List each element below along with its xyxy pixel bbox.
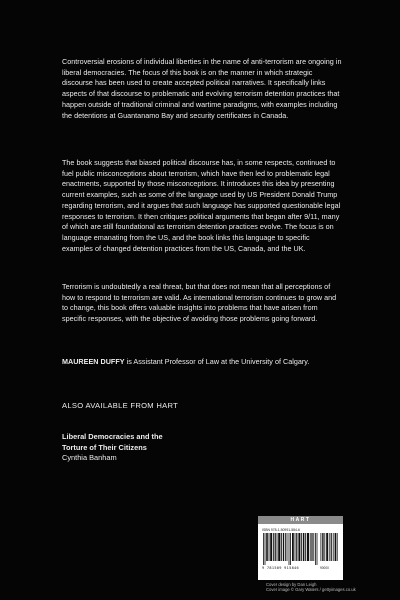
cover-credit-image: Cover image © Gary Waters / gettyimages.co.uk bbox=[266, 587, 356, 593]
barcode-digits: 9 781509 915846 bbox=[262, 566, 299, 570]
cover-credit-design: Cover design by Dan Leigh bbox=[266, 582, 317, 587]
addon-barcode-bars bbox=[320, 533, 338, 561]
barcode-bars bbox=[262, 533, 318, 565]
blurb-paragraph-3: Terrorism is undoubtedly a real threat, but that does not mean that all perceptions of how to respond to terrorism are valid. As international terrorism continues to grow and to change, this book offers valuable insights into problems that have arisen from specific responses, with the objective of avoiding those problems going forward. bbox=[62, 282, 337, 324]
related-book-title-line-2: Torture of Their Citizens bbox=[62, 442, 147, 452]
related-book bbox=[62, 432, 262, 464]
cover-credits bbox=[266, 582, 356, 593]
publisher-band: HART bbox=[258, 516, 343, 524]
related-book-author: Cynthia Banham bbox=[62, 453, 117, 462]
author-bio-text: is Assistant Professor of Law at the University of Calgary. bbox=[124, 357, 310, 366]
isbn-text: ISBN 978-1-50991-584-6 bbox=[262, 528, 300, 532]
barcode-box bbox=[258, 516, 343, 580]
also-available-heading: ALSO AVAILABLE FROM HART bbox=[62, 401, 179, 410]
related-book-title-line-1: Liberal Democracies and the bbox=[62, 432, 163, 441]
blurb-paragraph-1: Controversial erosions of individual liberties in the name of anti-terrorism are ongoing in liberal democracies. The focus of this book is on the manner in which strategic discourse has been used to create accepted political narratives. It specifically links aspects of that discourse to problematic and evolving terrorism detention practices that happen outside of traditional criminal and wartime paradigms, with examples including the detentions at Guantanamo Bay and security certificates in Canada. bbox=[62, 57, 342, 120]
author-bio bbox=[62, 357, 342, 368]
addon-price-label: 90000 bbox=[320, 566, 329, 570]
author-name: MAUREEN DUFFY bbox=[62, 357, 125, 366]
blurb-paragraph-2: The book suggests that biased political discourse has, in some respects, continued to fuel public misconceptions about terrorism, which have then led to problematic legal enactments, supported by those misconceptions. It introduces this idea by presenting current examples, such as some of the language used by US President Donald Trump regarding terrorism, and it argues that such language has supported questionable legal responses to terrorism. It then critiques political arguments that began after 9/11, many of which are still foundational as terrorism detention practices evolve. The focus is on language emanating from the US, and the book links this language to specific examples of changed detention practices from the US, Canada, and the UK. bbox=[62, 158, 341, 253]
